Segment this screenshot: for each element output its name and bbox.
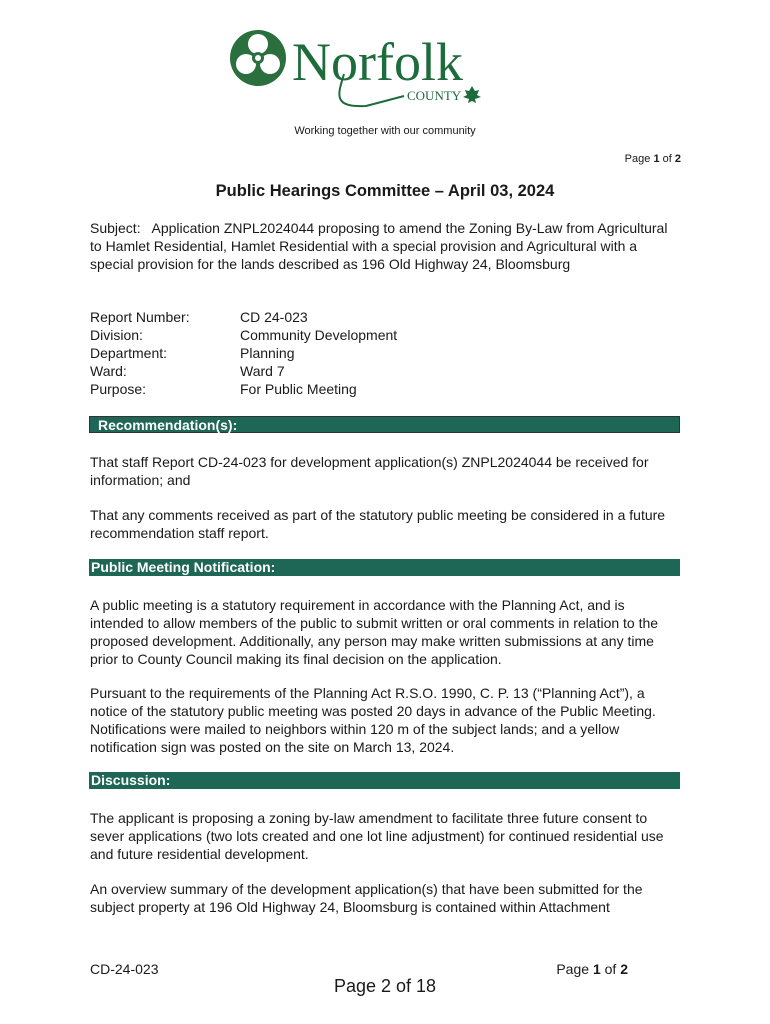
section-heading-notification: Public Meeting Notification:	[89, 559, 680, 576]
maple-leaf-icon	[463, 86, 481, 103]
meta-row-department: Department: Planning	[90, 345, 295, 361]
discussion-paragraph-2: An overview summary of the development application(s) that have been submitted for the subject property at 196 Old Highway 24, Bloomsburg is contained within Attachment	[90, 881, 643, 915]
subject-paragraph: Subject: Application ZNPL2024044 proposing to amend the Zoning By-Law from Agricultural to Hamlet Residential, Hamlet Residential with a special provision and Agricultural with a special provision for the lands described as 196 Old Highway 24, Bloomsburg	[90, 220, 672, 272]
meta-row-report-number: Report Number: CD 24-023	[90, 309, 308, 325]
norfolk-county-logo	[226, 24, 486, 120]
document-title: Public Hearings Committee – April 03, 2024	[215, 182, 555, 200]
notification-paragraph-1: A public meeting is a statutory requirement in accordance with the Planning Act, and is intended to allow members of the public to submit written or oral comments in relation to the proposed development. Additionally, any person may make written submissions at any time prior to County Council making its final decision on the application.	[90, 597, 659, 667]
logo-county-text: COUNTY	[407, 88, 462, 103]
meta-row-ward: Ward: Ward 7	[90, 363, 285, 379]
trillium-flower-icon	[230, 30, 286, 86]
page-indicator-top: Page 1 of 2	[624, 153, 681, 165]
packet-page-number: Page 2 of 18	[333, 976, 437, 996]
section-heading-recommendations: Recommendation(s):	[89, 416, 680, 433]
footer-page-indicator: Page 1 of 2	[556, 961, 628, 977]
meta-row-purpose: Purpose: For Public Meeting	[90, 381, 357, 397]
recommendation-paragraph-1: That staff Report CD-24-023 for development application(s) ZNPL2024044 be received for information; and	[90, 454, 649, 488]
discussion-paragraph-1: The applicant is proposing a zoning by-law amendment to facilitate three future consent to sever applications (two lots created and one lot line adjustment) for continued residential use and future residential development.	[90, 810, 664, 862]
notification-paragraph-2: Pursuant to the requirements of the Planning Act R.S.O. 1990, C. P. 13 (“Planning Act”), a notice of the statutory public meeting was posted 20 days in advance of the Public Meeting. Notifications were mailed to neighbors within 120 m of the subject lands; and a yellow notification sign was posted on the site on March 13, 2024.	[90, 685, 656, 755]
recommendation-paragraph-2: That any comments received as part of the statutory public meeting be considered in a future recommendation staff report.	[90, 507, 666, 541]
norfolk-logo-graphic	[226, 24, 486, 120]
meta-row-division: Division: Community Development	[90, 327, 398, 343]
tagline: Working together with our community	[294, 125, 476, 137]
section-heading-discussion: Discussion:	[89, 772, 680, 789]
logo-wordmark: Norfolk	[292, 32, 463, 92]
footer-report-id: CD-24-023	[90, 961, 159, 977]
report-metadata	[90, 308, 397, 398]
